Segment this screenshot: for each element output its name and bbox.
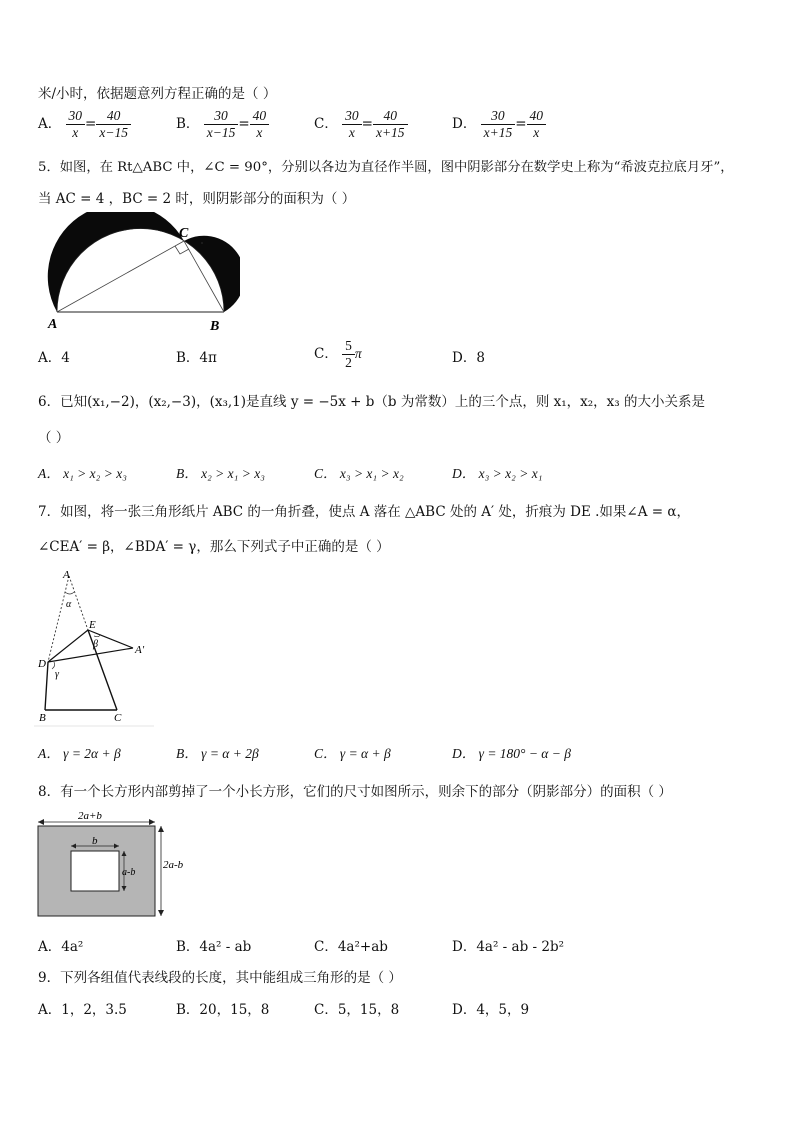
q4-option-c: C． $\frac{30}{x}$ = $\frac{40}{x+15}$ [314, 108, 408, 141]
arc-alpha [65, 592, 74, 594]
q7-option-b: B． γ = α + 2β [176, 746, 259, 761]
q6-option-d: D． x₃ > x₂ > x₁ [452, 466, 543, 481]
lune-ac [48, 212, 184, 312]
q5-figure [40, 212, 240, 336]
arrow-left [38, 819, 44, 825]
q5-option-c: C． $\frac{5}{2}$ π [314, 338, 362, 370]
fraction: $\frac{30}{x}$ [342, 108, 362, 141]
crease-de [48, 630, 88, 662]
q5-option-b: B．4π [176, 350, 217, 366]
arrow-right [149, 819, 155, 825]
fold-dashed-ad [48, 576, 69, 662]
option-label: B． [176, 116, 200, 132]
q8-option-b: B．4a² - ab [176, 939, 252, 955]
q5-stem-line1: 5．如图，在 Rt△ABC 中，∠C = 90°，分别以各边为直径作半圆，图中阴影部分在数学史上称为“希波克拉底月牙”， [38, 160, 734, 175]
q5-option-a: A．4 [38, 350, 70, 366]
q9-stem-line1: 9．下列各组值代表线段的长度，其中能组成三角形的是（ ） [38, 970, 402, 986]
folded-da [48, 648, 133, 662]
label-beta: β [93, 639, 98, 650]
label-inner-top: b [92, 835, 98, 847]
label-top: 2a+b [78, 810, 102, 822]
label-gamma: γ [55, 669, 59, 680]
option-label: D． [452, 116, 477, 132]
label-d: D [38, 658, 46, 670]
q5-stem-line2: 当 AC = 4 ，BC = 2 时，则阴影部分的面积为（ ） [38, 191, 356, 207]
q7-stem-line1: 7．如图，将一张三角形纸片 ABC 的一角折叠，使点 A 落在 △ABC 处的 A′ 处，折痕为 DE .如果∠A = α， [38, 504, 690, 520]
q4-continuation: 米/小时，依据题意列方程正确的是（ ） [38, 86, 277, 102]
fraction: $\frac{40}{x+15}$ [373, 108, 408, 141]
label-b: B [39, 712, 46, 724]
fraction: $\frac{40}{x}$ [527, 108, 547, 141]
option-label: A． [38, 116, 62, 132]
label-c: C [114, 712, 122, 724]
label-e: E [89, 619, 96, 631]
right-angle-mark [175, 246, 189, 254]
q8-figure [34, 806, 194, 920]
q6-option-c: C． x₃ > x₁ > x₂ [314, 466, 404, 481]
q8-stem-line1: 8．有一个长方形内部剪掉了一个小长方形，它们的尺寸如图所示，则余下的部分（阴影部分）的面积（ ） [38, 784, 672, 800]
label-alpha: α [66, 599, 72, 610]
arrow-down [158, 910, 164, 916]
fraction: $\frac{5}{2}$ [342, 338, 355, 371]
q7-option-d: D． γ = 180° − α − β [452, 746, 571, 761]
q4-option-d: D． $\frac{30}{x+15}$ = $\frac{40}{x}$ [452, 108, 546, 141]
label-b: B [210, 319, 220, 334]
q7-stem-line2: ∠CEA′ = β，∠BDA′ = γ，那么下列式子中正确的是（ ） [38, 539, 390, 555]
label-a-prime: A′ [135, 644, 145, 656]
fraction: $\frac{30}{x}$ [66, 108, 86, 141]
lune-bc [184, 236, 240, 312]
q9-option-c: C．5，15，8 [314, 1002, 400, 1018]
q9-option-d: D．4，5，9 [452, 1002, 530, 1018]
option-label: C． [314, 116, 338, 132]
label-inner-right: a-b [122, 867, 136, 878]
option-label: C． [314, 346, 338, 362]
q8-option-c: C．4a²+ab [314, 939, 388, 955]
q6-stem-line1: 6．已知(x₁,−2)，(x₂,−3)，(x₃,1)是直线 y = −5x + b（b 为常数）上的三个点，则 x₁，x₂，x₃ 的大小关系是 [38, 394, 705, 410]
q5-option-d: D．8 [452, 350, 485, 366]
q8-option-a: A．4a² [38, 939, 84, 955]
q6-stem-line2: （ ） [38, 430, 70, 446]
q7-option-c: C． γ = α + β [314, 746, 391, 761]
q8-option-d: D．4a² - ab - 2b² [452, 939, 564, 955]
fraction: $\frac{30}{x-15}$ [204, 108, 239, 141]
arrow-up [158, 826, 164, 832]
fraction: $\frac{30}{x+15}$ [481, 108, 516, 141]
q7-option-a: A． γ = 2α + β [38, 746, 121, 761]
label-right: 2a-b [163, 859, 184, 871]
q6-option-a: A． x₁ > x₂ > x₃ [38, 466, 127, 481]
q7-figure [34, 566, 154, 728]
q4-option-b: B． $\frac{30}{x-15}$ = $\frac{40}{x}$ [176, 108, 269, 141]
fold-dashed-ae [69, 576, 88, 630]
label-a: A [63, 569, 70, 581]
dot [201, 242, 203, 244]
label-a: A [48, 317, 58, 332]
fraction: $\frac{40}{x-15}$ [96, 108, 131, 141]
q4-option-a: A． $\frac{30}{x}$ = $\frac{40}{x-15}$ [38, 108, 131, 141]
fraction: $\frac{40}{x}$ [250, 108, 270, 141]
label-c: C [179, 226, 189, 241]
q9-option-b: B．20，15，8 [176, 1002, 270, 1018]
inner-rectangle [71, 851, 119, 891]
q9-option-a: A．1，2，3.5 [38, 1002, 127, 1018]
arc-gamma [52, 662, 55, 669]
q6-option-b: B． x₂ > x₁ > x₃ [176, 466, 265, 481]
